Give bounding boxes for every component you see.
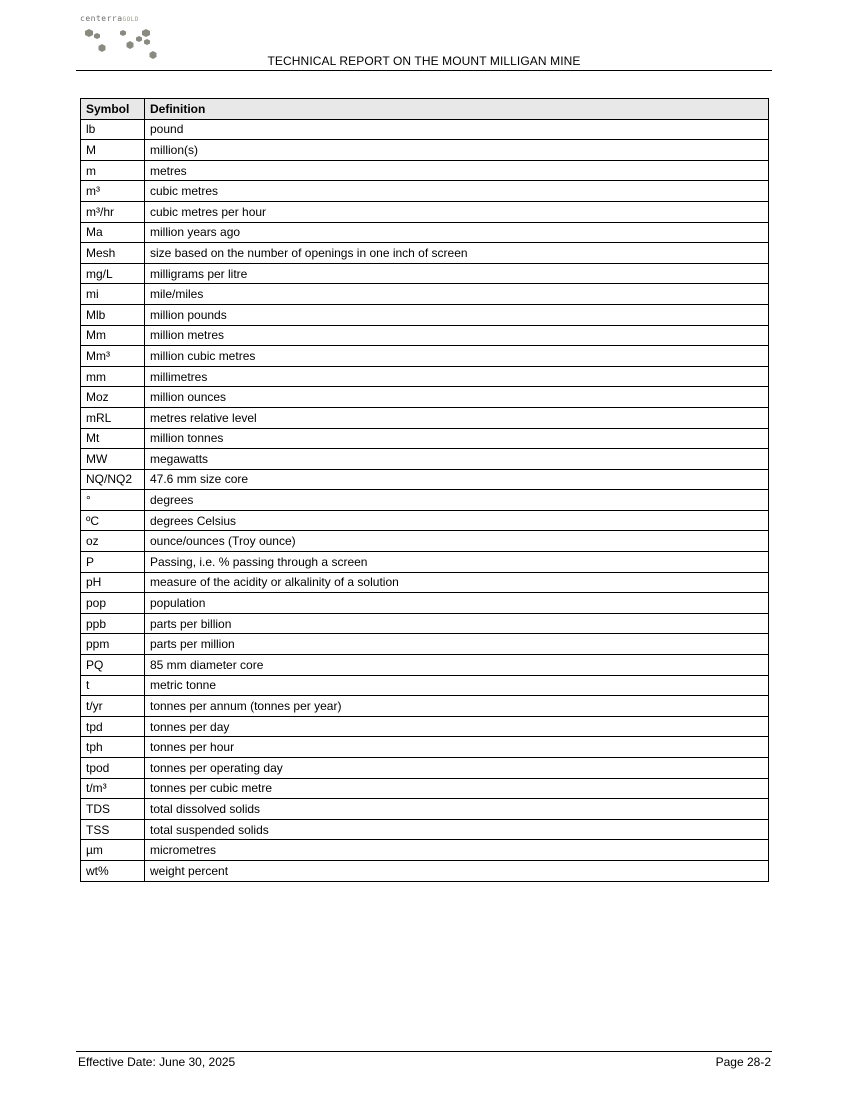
definition-cell: million ounces — [145, 387, 769, 408]
definition-cell: 47.6 mm size core — [145, 469, 769, 490]
definition-cell: million years ago — [145, 222, 769, 243]
definition-cell: tonnes per annum (tonnes per year) — [145, 696, 769, 717]
table-row — [81, 243, 769, 264]
definition-cell: measure of the acidity or alkalinity of a solution — [145, 572, 769, 593]
symbol-cell: Mesh — [81, 243, 145, 264]
table-row — [81, 366, 769, 387]
symbol-cell: Ma — [81, 222, 145, 243]
definition-cell: degrees Celsius — [145, 510, 769, 531]
definition-cell: micrometres — [145, 840, 769, 861]
definition-cell: 85 mm diameter core — [145, 655, 769, 676]
symbol-cell: ppb — [81, 613, 145, 634]
symbol-cell: oz — [81, 531, 145, 552]
table-row — [81, 737, 769, 758]
definition-cell: million(s) — [145, 140, 769, 161]
symbol-cell: MW — [81, 449, 145, 470]
table-row — [81, 160, 769, 181]
definition-cell: million pounds — [145, 304, 769, 325]
table-row — [81, 593, 769, 614]
symbol-cell: tph — [81, 737, 145, 758]
table-row — [81, 799, 769, 820]
symbol-cell: Moz — [81, 387, 145, 408]
column-header-definition: Definition — [145, 99, 769, 120]
symbol-cell: µm — [81, 840, 145, 861]
logo-suffix: GOLD — [122, 16, 139, 23]
definition-cell: parts per billion — [145, 613, 769, 634]
definition-cell: million metres — [145, 325, 769, 346]
table-row — [81, 263, 769, 284]
symbol-cell: Mlb — [81, 304, 145, 325]
symbol-cell: mg/L — [81, 263, 145, 284]
symbol-cell: NQ/NQ2 — [81, 469, 145, 490]
definition-cell: pound — [145, 119, 769, 140]
symbol-cell: tpd — [81, 716, 145, 737]
table-row — [81, 634, 769, 655]
symbol-cell: pH — [81, 572, 145, 593]
symbol-cell: mRL — [81, 407, 145, 428]
definition-cell: tonnes per hour — [145, 737, 769, 758]
symbol-cell: Mt — [81, 428, 145, 449]
definition-cell: ounce/ounces (Troy ounce) — [145, 531, 769, 552]
symbol-cell: t/yr — [81, 696, 145, 717]
table-row — [81, 860, 769, 881]
definition-cell: cubic metres — [145, 181, 769, 202]
definition-cell: millimetres — [145, 366, 769, 387]
table-row — [81, 675, 769, 696]
logo-wordmark — [80, 14, 139, 23]
definition-cell: total suspended solids — [145, 819, 769, 840]
table-row — [81, 819, 769, 840]
symbol-cell: m — [81, 160, 145, 181]
table-row — [81, 758, 769, 779]
report-title: TECHNICAL REPORT ON THE MOUNT MILLIGAN MINE — [267, 54, 581, 68]
abbreviations-table — [80, 98, 769, 882]
definition-cell: million cubic metres — [145, 346, 769, 367]
symbol-cell: M — [81, 140, 145, 161]
table-row — [81, 222, 769, 243]
symbol-cell: ppm — [81, 634, 145, 655]
table-row — [81, 531, 769, 552]
table-body — [81, 119, 769, 881]
table-row — [81, 201, 769, 222]
symbol-cell: P — [81, 552, 145, 573]
table-row — [81, 346, 769, 367]
table-row — [81, 613, 769, 634]
table-row — [81, 572, 769, 593]
symbol-cell: Mm — [81, 325, 145, 346]
symbol-cell: TDS — [81, 799, 145, 820]
definition-cell: population — [145, 593, 769, 614]
table-row — [81, 552, 769, 573]
definition-cell: million tonnes — [145, 428, 769, 449]
definition-cell: metres — [145, 160, 769, 181]
symbol-cell: mi — [81, 284, 145, 305]
symbol-cell: Mm³ — [81, 346, 145, 367]
table-row — [81, 469, 769, 490]
table-row — [81, 696, 769, 717]
header-divider — [76, 70, 772, 71]
table-row — [81, 119, 769, 140]
symbol-cell: t/m³ — [81, 778, 145, 799]
definition-cell: metres relative level — [145, 407, 769, 428]
definition-cell: degrees — [145, 490, 769, 511]
definition-cell: tonnes per operating day — [145, 758, 769, 779]
symbol-cell: lb — [81, 119, 145, 140]
table-row — [81, 325, 769, 346]
table-row — [81, 181, 769, 202]
symbol-cell: pop — [81, 593, 145, 614]
definition-cell: size based on the number of openings in one inch of screen — [145, 243, 769, 264]
table-row — [81, 407, 769, 428]
logo-name: centerra — [80, 14, 123, 23]
definition-cell: parts per million — [145, 634, 769, 655]
symbol-cell: TSS — [81, 819, 145, 840]
table-row — [81, 428, 769, 449]
symbol-cell: t — [81, 675, 145, 696]
table-row — [81, 778, 769, 799]
table-row — [81, 655, 769, 676]
definition-cell: total dissolved solids — [145, 799, 769, 820]
definition-cell: tonnes per cubic metre — [145, 778, 769, 799]
symbol-cell: ºC — [81, 510, 145, 531]
table-row — [81, 449, 769, 470]
effective-date: Effective Date: June 30, 2025 — [78, 1055, 236, 1069]
definition-cell: metric tonne — [145, 675, 769, 696]
definition-cell: Passing, i.e. % passing through a screen — [145, 552, 769, 573]
table-row — [81, 510, 769, 531]
table-header-row — [81, 99, 769, 120]
table-row — [81, 284, 769, 305]
table-row — [81, 304, 769, 325]
definition-cell: mile/miles — [145, 284, 769, 305]
definition-cell: tonnes per day — [145, 716, 769, 737]
table-row — [81, 490, 769, 511]
symbol-cell: m³ — [81, 181, 145, 202]
symbol-cell: ° — [81, 490, 145, 511]
symbol-cell: wt% — [81, 860, 145, 881]
table-row — [81, 840, 769, 861]
symbol-cell: mm — [81, 366, 145, 387]
symbol-cell: PQ — [81, 655, 145, 676]
table-row — [81, 387, 769, 408]
symbol-cell: m³/hr — [81, 201, 145, 222]
table-row — [81, 716, 769, 737]
definition-cell: milligrams per litre — [145, 263, 769, 284]
footer-divider — [76, 1051, 772, 1052]
symbol-cell: tpod — [81, 758, 145, 779]
definition-cell: megawatts — [145, 449, 769, 470]
page-number: Page 28-2 — [715, 1055, 771, 1069]
table-row — [81, 140, 769, 161]
definition-cell: weight percent — [145, 860, 769, 881]
column-header-symbol: Symbol — [81, 99, 145, 120]
definition-cell: cubic metres per hour — [145, 201, 769, 222]
